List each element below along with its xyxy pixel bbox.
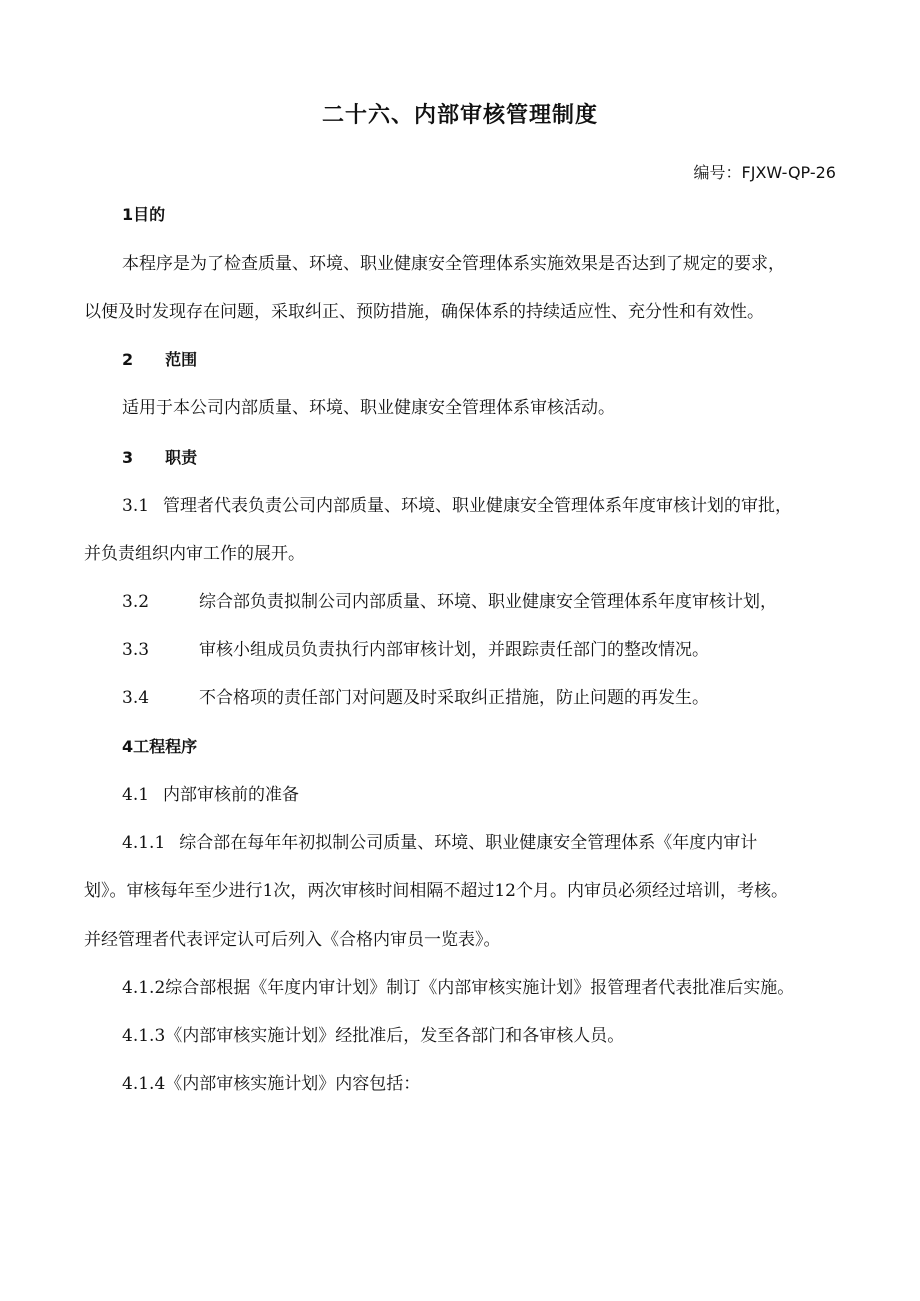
section-3-number: 3 [122, 448, 134, 467]
clause-3-2-number: 3.2 [122, 592, 150, 612]
clause-3-3-text: 审核小组成员负责执行内部审核计划，并跟踪责任部门的整改情况。 [199, 640, 710, 660]
section-1-paragraph-line-1: 本程序是为了检查质量、环境、职业健康安全管理体系实施效果是否达到了规定的要求， [122, 254, 785, 274]
clause-4-1-3: 4.1.3《内部审核实施计划》经批准后，发至各部门和各审核人员。 [122, 1026, 625, 1046]
clause-3-1-continuation: 并负责组织内审工作的展开。 [84, 544, 305, 564]
section-3-heading [122, 446, 197, 470]
clause-4-1-1 [122, 831, 757, 855]
clause-4-1-text: 内部审核前的准备 [163, 785, 300, 805]
clause-3-2-text: 综合部负责拟制公司内部质量、环境、职业健康安全管理体系年度审核计划， [199, 592, 778, 612]
section-3-title: 职责 [165, 448, 198, 467]
section-2-title: 范围 [165, 350, 198, 369]
clause-3-4 [122, 686, 709, 710]
section-2-paragraph: 适用于本公司内部质量、环境、职业健康安全管理体系审核活动。 [122, 398, 615, 418]
clause-3-4-text: 不合格项的责任部门对问题及时采取纠正措施，防止问题的再发生。 [199, 688, 710, 708]
clause-3-4-number: 3.4 [122, 688, 150, 708]
document-number: 编号：FJXW-QP-26 [693, 163, 836, 182]
clause-3-1-text: 管理者代表负责公司内部质量、环境、职业健康安全管理体系年度审核计划的审批， [163, 496, 793, 516]
clause-3-1-number: 3.1 [122, 496, 150, 516]
clause-4-1-1-number: 4.1.1 [122, 833, 166, 853]
clause-4-1-1-continuation-1: 划》。审核每年至少进行1次，两次审核时间相隔不超过12个月。内审员必须经过培训，考核。 [84, 881, 788, 901]
clause-3-2 [122, 590, 777, 614]
clause-3-3 [122, 638, 709, 662]
clause-4-1 [122, 783, 299, 807]
section-2-number: 2 [122, 350, 134, 369]
document-title: 二十六、内部审核管理制度 [321, 103, 598, 128]
section-1-paragraph-line-2: 以便及时发现存在问题，采取纠正、预防措施，确保体系的持续适应性、充分性和有效性。 [84, 302, 764, 322]
clause-4-1-2: 4.1.2综合部根据《年度内审计划》制订《内部审核实施计划》报管理者代表批准后实施。 [122, 978, 795, 998]
clause-3-3-number: 3.3 [122, 640, 150, 660]
section-1-heading: 1目的 [122, 205, 166, 224]
clause-4-1-1-continuation-2: 并经管理者代表评定认可后列入《合格内审员一览表》。 [84, 930, 501, 950]
clause-3-1 [122, 494, 792, 518]
section-4-heading: 4工程程序 [122, 737, 198, 756]
clause-4-1-number: 4.1 [122, 785, 150, 805]
section-2-heading [122, 348, 197, 372]
clause-4-1-4: 4.1.4《内部审核实施计划》内容包括： [122, 1074, 421, 1094]
clause-4-1-1-text: 综合部在每年年初拟制公司质量、环境、职业健康安全管理体系《年度内审计 [179, 833, 758, 853]
